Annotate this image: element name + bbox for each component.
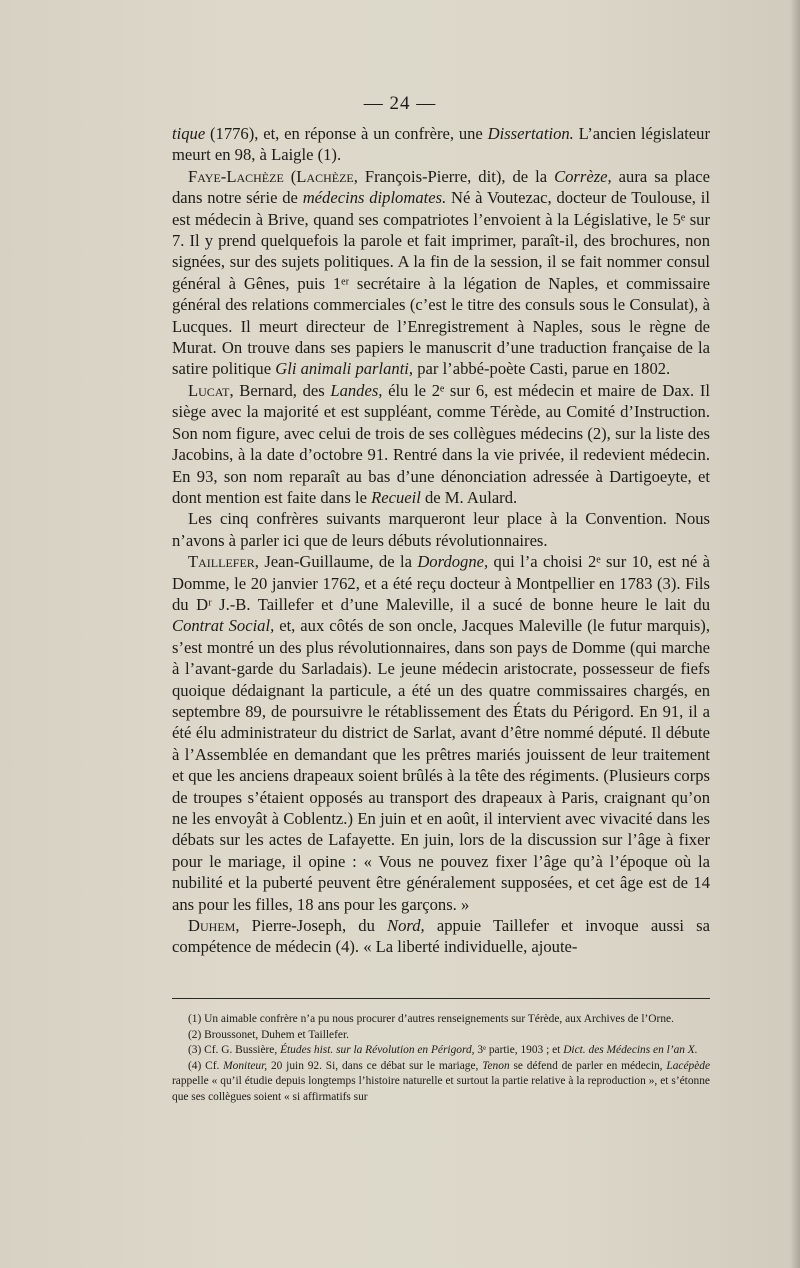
italic-text: Études hist. sur la Révolution en Périgord, (280, 1044, 475, 1056)
page-number: — 24 — (363, 93, 437, 114)
paragraph (172, 551, 710, 915)
text-run: appuie Taillefer et invoque aussi sa compétence de médecin (4). « La liberté individuelle, ajoute- (172, 916, 710, 957)
footnote (172, 1028, 710, 1044)
text-run: L’ancien législateur meurt en 98, à Laigle (1). (172, 124, 710, 165)
paragraph (172, 380, 710, 508)
text-run: se défend de parler en médecin, (509, 1059, 667, 1072)
text-run: rappelle « qu’il étudie depuis longtemps l’histoire naturelle et surtout la partie relative à la reproduction », et s’étonne que ses collègues soient « si affirmatifs sur (172, 1075, 710, 1103)
text-run: ( (283, 166, 297, 186)
italic-text: tique (172, 124, 206, 143)
italic-text: Contrat Social, (172, 616, 275, 636)
paragraph (172, 166, 710, 380)
text-run: par l’abbé-poète Casti, parue en 1802. (413, 359, 671, 379)
text-run: , François-Pierre, dit), de la (353, 166, 555, 186)
text-run: et, aux côtés de son oncle, Jacques Maleville (le futur marquis), s’est montré un des plus révolutionnaires, dans son pays de Domme (qui marche à l’avant-garde du Sarladais). Le jeune médecin aristocrate, possesseur de fiefs quoique dédaignant la particule, a été un des quatre commissaires chargés, en septembre 89, de poursuivre le rétablissement des États du Périgord. En 91, il a été élu administrateur du district de Sarlat, avant d’être nommé député. Il débute à l’Assemblée en demandant que les prêtres mariés jouissent de leur traitement et que les anciens drapeaux soient brûlés à la tête des régiments. (Plusieurs corps de troupes s’étaient opposés au transport des drapeaux à Paris, craignant qu’on ne les envoyât à Coblentz.) En juin et en août, il intervient avec vivacité dans les débats sur les actes de Lafayette. En juin, lors de la discussion sur l’âge à fixer pour le mariage, il opine : « Vous ne pouvez fixer l’âge qu’à l’époque où la nubilité et la puberté peuvent être généralement supposées, et cet âge est de 14 ans pour les filles, 18 ans pour les garçons. » (172, 616, 710, 914)
italic-text: Dissertation. (487, 124, 574, 143)
text-run: (4) Cf. (188, 1059, 224, 1072)
text-run: , Jean-Guillaume, de la (254, 552, 418, 572)
italic-text: Corrèze, (554, 166, 612, 186)
italic-text: Tenon (482, 1059, 510, 1072)
text-run: , Pierre-Joseph, du (235, 916, 388, 936)
text-run: 3ᵉ partie, 1903 ; et (474, 1044, 564, 1056)
small-caps-name: Faye-Lachèze (188, 166, 284, 186)
italic-text: Landes, (330, 380, 383, 400)
page-edge-shadow (790, 0, 800, 1268)
italic-text: Moniteur, (223, 1059, 268, 1072)
footnotes (172, 1012, 710, 1105)
text-run: Les cinq confrères suivants marqueront leur place à la Convention. Nous n’avons à parler ici que de leurs débuts révolutionnaires. (172, 509, 710, 550)
text-run: (2) Broussonet, Duhem et Taillefer. (188, 1028, 349, 1041)
text-run: élu le 2ᵉ sur 6, est médecin et maire de Dax. Il siège avec la majorité et est suppléant, comme Térède, au Comité d’Instruction. Son nom figure, avec celui de trois de ses collègues médecins (2), sur la liste des Jacobins, à la date d’octobre 91. Rentré dans la vie privée, il redevient médecin. En 93, son nom reparaît au bas d’une dénonciation adressée à Dartigoeyte, et dont mention est faite dans le (172, 380, 710, 507)
footnote (172, 1059, 710, 1106)
small-caps-name: Lucat (188, 380, 230, 400)
text-run: (1776), et, en réponse à un confrère, une (205, 124, 488, 143)
text-run: aura sa place dans notre série de (172, 166, 710, 208)
italic-text: médecins diplomates. (302, 188, 447, 208)
italic-text: Gli animali parlanti, (275, 359, 414, 379)
italic-text: Recueil (371, 487, 421, 507)
paragraph (172, 915, 710, 958)
small-caps-name: Taillefer (188, 552, 255, 572)
paragraph (172, 508, 710, 551)
italic-text: Lacépède (666, 1059, 711, 1072)
italic-text: Dict. des Médecins en l’an X. (563, 1044, 698, 1056)
text-run: (3) Cf. G. Bussière, (188, 1044, 281, 1056)
text-run: Né à Voutezac, docteur de Toulouse, il est médecin à Brive, quand ses compatriotes l’envoient à la Législative, le 5ᵉ sur 7. Il y prend quelquefois la parole et fait imprimer, paraît-il, des brochures, non signées, sur des sujets politiques. A la fin de la session, il se fait nommer consul général à Gênes, puis 1ᵉʳ secrétaire à la légation de Naples, et commissaire général des relations commerciales (c’est le titre des consuls sous le Consulat), à Lucques. Il meurt directeur de l’Enregistrement à Naples, sous le règne de Murat. On trouve dans ses papiers le manuscrit d’une traduction française de la satire politique (172, 188, 710, 379)
text-run: qui l’a choisi 2ᵉ sur 10, est né à Domme, le 20 janvier 1762, et a été reçu docteur à Montpellier en 1783 (3). Fils du Dʳ J.-B. Taillefer et d’une Maleville, il a sucé de bonne heure le lait du (172, 552, 710, 614)
text-run: , Bernard, des (229, 380, 331, 400)
body-text (172, 123, 710, 958)
footnote (172, 1012, 710, 1028)
text-run: de M. Aulard. (420, 487, 518, 507)
italic-text: Nord, (387, 916, 425, 936)
text-run: 20 juin 92. Si, dans ce débat sur le mariage, (267, 1059, 483, 1072)
paragraph (172, 123, 710, 166)
footnote (172, 1043, 710, 1059)
small-caps-name: Duhem (188, 916, 236, 936)
small-caps-name: Lachèze (296, 166, 354, 186)
italic-text: Dordogne, (417, 552, 489, 572)
text-run: (1) Un aimable confrère n’a pu nous procurer d’autres renseignements sur Térède, aux Archives de l’Orne. (188, 1013, 674, 1025)
footnote-rule (172, 998, 710, 999)
